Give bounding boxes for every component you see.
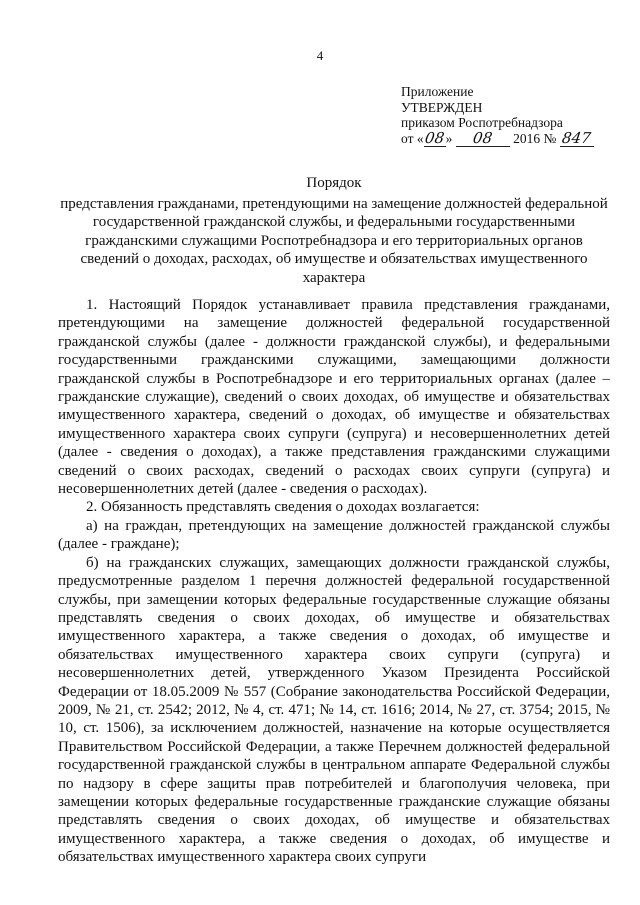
document-heading: Порядок [306, 175, 362, 191]
document-body [58, 296, 610, 867]
date-mid: » [445, 130, 453, 146]
approval-stamp [401, 84, 594, 147]
paragraph-2a: а) на граждан, претендующих на замещение должностей гражданской службы (далее - граждане); [58, 517, 610, 553]
order-number-handwritten: 847 [561, 128, 593, 147]
paragraph-2: 2. Обязанность представлять сведения о доходах возлагается: [86, 499, 480, 516]
approved-label: УТВЕРЖДЕН [401, 99, 483, 115]
order-of-label: приказом Роспотребнадзора [401, 115, 563, 130]
paragraph-2b: б) на гражданских служащих, замещающих должности гражданской службы, предусмотренные разделом 1 перечня должностей федеральной государственной службы, при замещении которых федеральные государственные служащие обязаны представлять сведения о своих доходах, об имуществе и обязательствах имущественного характера, а также сведения о доходах, об имуществе и обязательствах имущественного характера своих супруги (супруга) и несовершеннолетних детей, утвержденного Указом Президента Российской Федерации от 18.05.2009 № 557 (Собрание законодательства Российской Федерации, 2009, № 21, ст. 2542; 2012, № 4, ст. 471; № 14, ст. 1616; 2014, № 27, ст. 3754; 2015, № 10, ст. 1506), за исключением должностей, назначение на которые осуществляется Правительством Российской Федерации, а также Перечнем должностей федеральной государственной гражданской службы в центральном аппарате Федеральной службы по надзору в сфере защиты прав потребителей и благополучия человека, при замещении которых федеральные государственные гражданские служащие обязаны представлять сведения о своих доходах, об имуществе и обязательствах имущественного характера, а также сведения о доходах, об имуществе и обязательствах имущественного характера своих супруги [58, 554, 610, 866]
date-month-handwritten: 08 [456, 131, 510, 148]
paragraph-1: 1. Настоящий Порядок устанавливает правила представления гражданами, претендующими на замещение должностей федеральной государственной гражданской службы (далее - должности гражданской службы), и федеральными государственными гражданскими служащими, замещающими должности гражданской службы в Роспотребнадзоре и его территориальных органах (далее – гражданские служащие), сведений о своих доходах, об имуществе и обязательствах имущественного характера, сведений о доходах, об имуществе и обязательствах имущественного характера своих супруги (супруга) и несовершеннолетних детей (далее - сведения о доходах), а также представления гражданскими служащими сведений о своих расходах, сведений о расходах своих супруги (супруга) и несовершеннолетних детей (далее - сведения о расходах). [58, 297, 610, 498]
date-prefix: от « [401, 130, 424, 146]
order-date-line [401, 128, 594, 148]
date-year: 2016 № [513, 130, 557, 146]
date-day-handwritten: 08 [423, 128, 446, 147]
document-subtitle: представления гражданами, претендующими на замещение должностей федеральной государственной гражданской службы, и федеральными государственными гражданскими служащими Роспотребнадзора и его территориальных органов сведений о доходах, расходах, об имуществе и обязательствах имущественного характера [60, 195, 608, 286]
document-title-block [58, 174, 610, 287]
appendix-label: Приложение [401, 84, 474, 99]
page-number: 4 [316, 48, 324, 63]
